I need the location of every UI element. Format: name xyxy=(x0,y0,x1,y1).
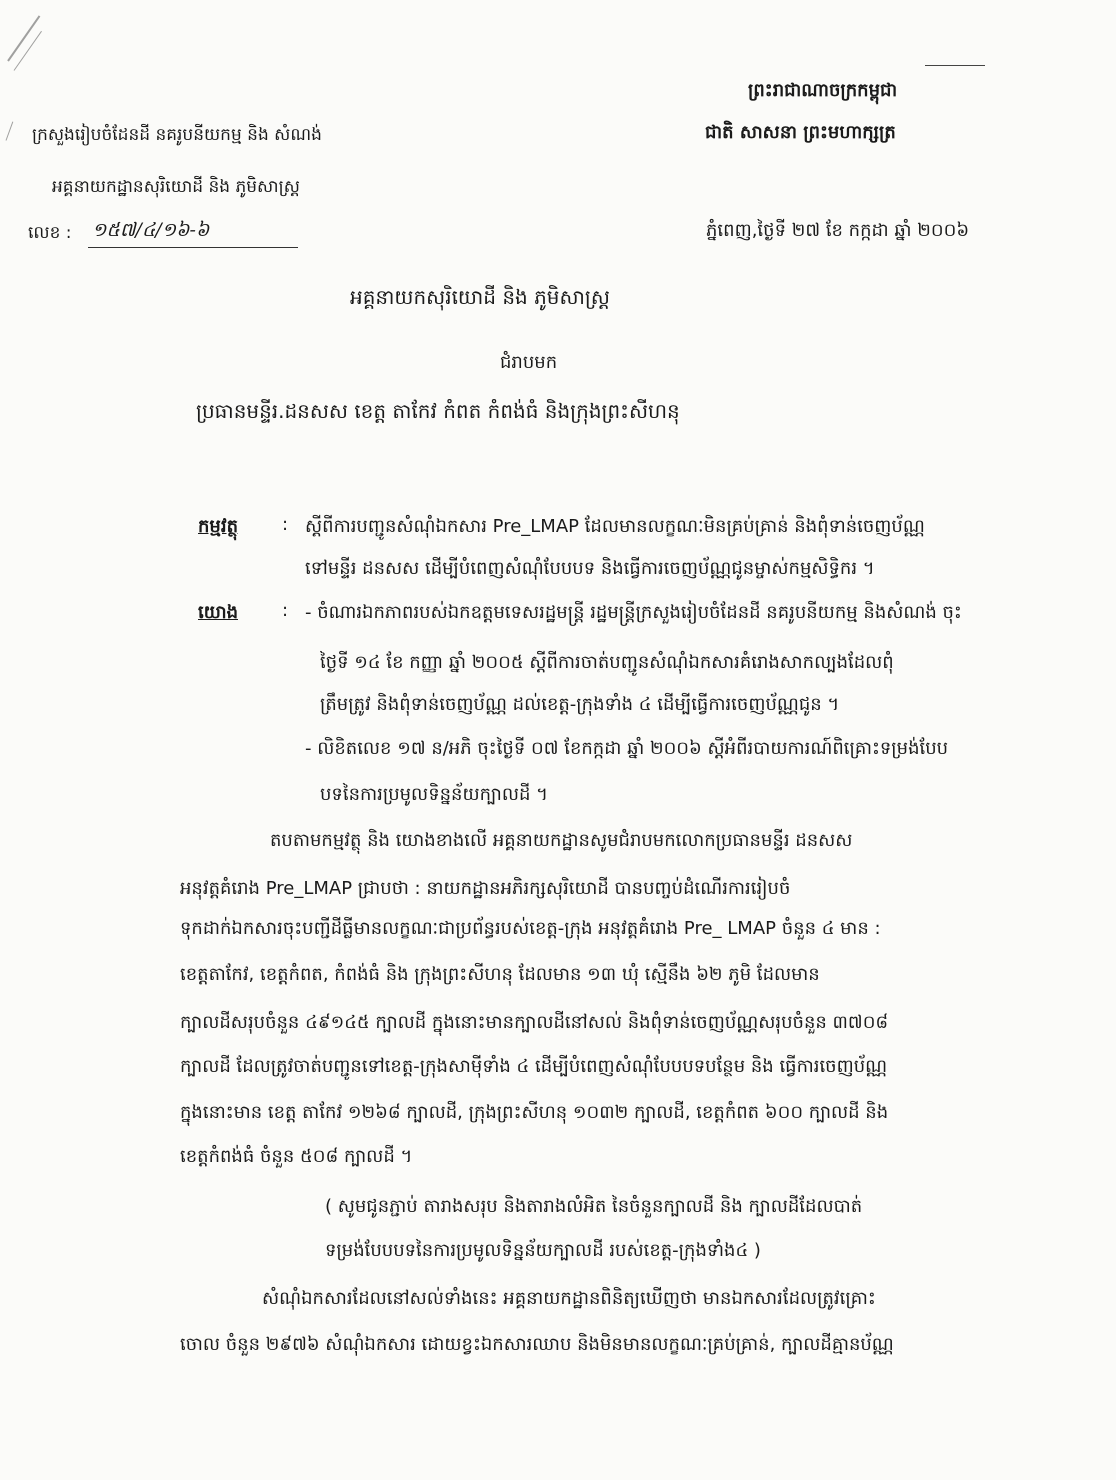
salutation: ជំរាបមក xyxy=(500,352,558,373)
body-p1-line-3: ទុកដាក់ឯកសារចុះបញ្ជីដីធ្លីមានលក្ខណៈជាប្រព័ន្ធរបស់ខេត្ត-ក្រុង អនុវត្តគំរោង Pre_ LMAP ចំនួន ៤ មាន : xyxy=(180,918,881,939)
reference-item-1-line-1: - ចំណារឯកភាពរបស់ឯកឧត្តមទេសរដ្ឋមន្ត្រី រដ្ឋមន្ត្រីក្រសួងរៀបចំដែនដី នគរូបនីយកម្ម និងសំណង់ ចុះ xyxy=(305,602,962,623)
national-motto: ជាតិ សាសនា ព្រះមហាក្សត្រ xyxy=(705,122,896,143)
subject-line-1: ស្តីពីការបញ្ជូនសំណុំឯកសារ Pre_LMAP ដែលមានលក្ខណៈមិនគ្រប់គ្រាន់ និងពុំទាន់ចេញប័ណ្ណ xyxy=(305,516,925,537)
reference-item-2-line-2: បទនៃការប្រមូលទិន្នន័យក្បាលដី ។ xyxy=(320,784,548,805)
reference-number-handwritten: ១៥៧/៤/១៦-៦ xyxy=(92,219,210,241)
body-p1-line-4: ខេត្តតាកែវ, ខេត្តកំពត, កំពង់ធំ និង ក្រុងព្រះសីហនុ ដែលមាន ១៣ ឃុំ ស្មើនឹង ៦២ ភូមិ ដែលមាន xyxy=(180,964,820,985)
subject-line-2: ទៅមន្ទីរ ដនសស ដើម្បីបំពេញសំណុំបែបបទ និងធ្វើការចេញប័ណ្ណជូនម្ចាស់កម្មសិទ្ធិករ ។ xyxy=(305,558,875,579)
kingdom-title: ព្រះរាជាណាចក្រកម្ពុជា xyxy=(748,80,898,101)
reference-label: យោង xyxy=(198,602,238,623)
body-p2-line-1: សំណុំឯកសារដែលនៅសល់ទាំងនេះ អគ្គនាយកដ្ឋានពិនិត្យឃើញថា មានឯកសារដែលត្រូវគ្រោះ xyxy=(262,1288,876,1309)
body-p1-line-8: ខេត្តកំពង់ធំ ចំនួន ៥០៨ ក្បាលដី ។ xyxy=(180,1146,413,1167)
body-p1-line-6: ក្បាលដី ដែលត្រូវចាត់បញ្ជូនទៅខេត្ត-ក្រុងសាម៉ីទាំង ៤ ដើម្បីបំពេញសំណុំបែបបទបន្ថែម និង ធ្វើការចេញប័ណ្ណ xyxy=(180,1056,888,1077)
ministry-name: ក្រសួងរៀបចំដែនដី នគរូបនីយកម្ម និង សំណង់ xyxy=(32,125,322,145)
reference-item-1-line-2: ថ្ងៃទី ១៤ ខែ កញ្ញា ឆ្នាំ ២០០៥ ស្តីពីការចាត់បញ្ជូនសំណុំឯកសារគំរោងសាកល្បងដែលពុំ xyxy=(320,652,894,673)
body-p1-line-7: ក្នុងនោះមាន ខេត្ត តាកែវ ១២៦៨ ក្បាលដី, ក្រុងព្រះសីហនុ ១០៣២ ក្បាលដី, ខេត្តកំពត ៦០០ ក្បាលដី និង xyxy=(180,1102,889,1123)
ref-underline xyxy=(88,247,298,248)
department-name: អគ្គនាយកដ្ឋានសុរិយោដី និង ភូមិសាស្ត្រ xyxy=(52,177,300,197)
reference-colon: : xyxy=(282,600,289,621)
reference-item-1-line-3: ត្រឹមត្រូវ និងពុំទាន់ចេញប័ណ្ណ ដល់ខេត្ត-ក្រុងទាំង ៤ ដើម្បីធ្វើការចេញប័ណ្ណជូន ។ xyxy=(320,694,840,715)
subject-label: កម្មវត្ថុ xyxy=(198,516,238,537)
recipient-line: ប្រធានមន្ទីរ.ដនសស ខេត្ត តាកែវ កំពត កំពង់ធំ និងក្រុងព្រះសីហនុ xyxy=(196,399,680,423)
scan-mark xyxy=(14,31,42,71)
attachment-note-line-2: ទម្រង់បែបបទនៃការប្រមូលទិន្នន័យក្បាលដី របស់ខេត្ត-ក្រុងទាំង៤ ) xyxy=(325,1240,761,1261)
body-p2-line-2: ចោល ចំនួន ២៩៧៦ សំណុំឯកសារ ដោយខ្វះឯកសារឈាប និងមិនមានលក្ខណៈគ្រប់គ្រាន់, ក្បាលដីគ្មានប័ណ្ណ xyxy=(180,1334,894,1355)
scan-mark xyxy=(6,122,14,141)
body-p1-line-2: អនុវត្តគំរោង Pre_LMAP ជ្រាបថា : នាយកដ្ឋានអភិរក្សសុរិយោដី បានបញ្ចប់ដំណើរការរៀបចំ xyxy=(180,878,791,899)
reference-number-label: លេខ : xyxy=(28,223,72,243)
sender-title: អគ្គនាយកសុរិយោដី និង ភូមិសាស្ត្រ xyxy=(350,285,610,309)
reference-item-2-line-1: - លិខិតលេខ ១៧ ន/អភិ ចុះថ្ងៃទី ០៧ ខែកក្កដា ឆ្នាំ ២០០៦ ស្តីអំពីរបាយការណ៍ពិគ្រោះទម្រង់បែប xyxy=(305,738,949,759)
date-line: ភ្នំពេញ,ថ្ងៃទី ២៧ ខែ កក្កដា ឆ្នាំ ២០០៦ xyxy=(706,220,970,241)
motto-underline xyxy=(925,65,985,66)
attachment-note-line-1: ( សូមជូនភ្ជាប់ តារាងសរុប និងតារាងលំអិត នៃចំនួនក្បាលដី និង ក្បាលដីដែលបាត់ xyxy=(325,1196,863,1217)
body-p1-line-1: តបតាមកម្មវត្ថុ និង យោងខាងលើ អគ្គនាយកដ្ឋានសូមជំរាបមកលោកប្រធានមន្ទីរ ដនសស xyxy=(270,830,853,851)
body-p1-line-5: ក្បាលដីសរុបចំនួន ៤៩១៤៥ ក្បាលដី ក្នុងនោះមានក្បាលដីនៅសល់ និងពុំទាន់ចេញប័ណ្ណសរុបចំនួន ៣៧០៨ xyxy=(180,1012,889,1033)
subject-colon: : xyxy=(282,514,289,535)
